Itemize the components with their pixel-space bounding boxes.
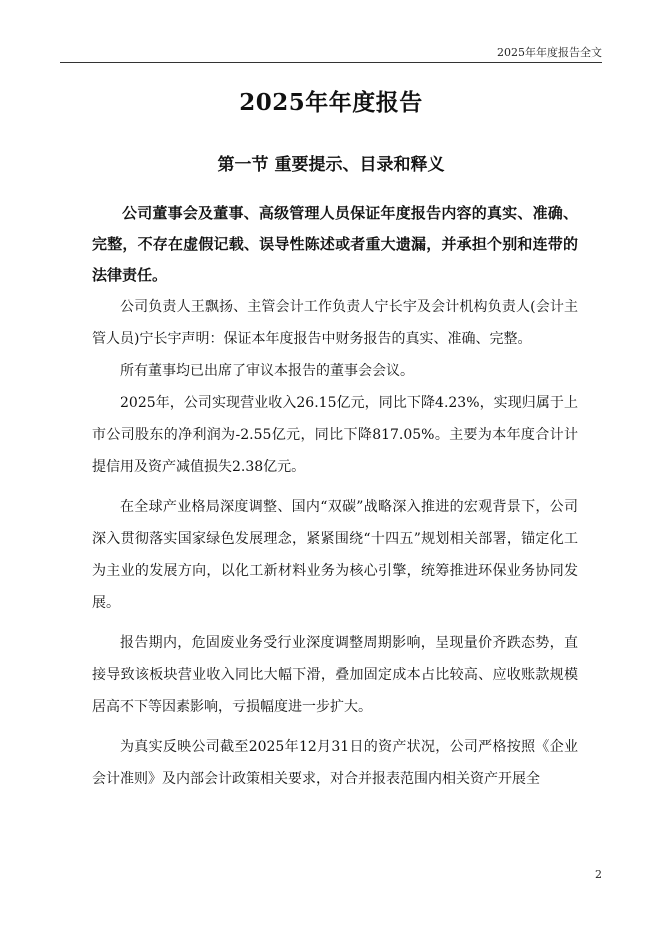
paragraph-declaration: 公司负责人王飘扬、主管会计工作负责人宁长宇及会计机构负责人(会计主管人员)宁长宇声明：保证本年度报告中财务报告的真实、准确、完整。 — [92, 299, 578, 347]
body-content — [92, 198, 578, 795]
page-number: 2 — [595, 868, 602, 881]
section-title: 第一节 重要提示、目录和释义 — [217, 155, 445, 175]
document-title: 2025年年度报告 — [239, 89, 423, 116]
paragraph-strategy: 在全球产业格局深度调整、国内“双碳”战略深入推进的宏观背景下，公司深入贯彻落实国家绿色发展理念，紧紧围绕“十四五”规划相关部署，锚定化工为主业的发展方向，以化工新材料业务为核心引擎，统筹推进环保业务协同发展。 — [92, 499, 578, 611]
paragraph-revenue: 2025年，公司实现营业收入26.15亿元，同比下降4.23%，实现归属于上市公司股东的净利润为-2.55亿元，同比下降817.05%。主要为本年度合计计提信用及资产减值损失2.38亿元。 — [92, 395, 578, 475]
header-divider — [60, 62, 602, 63]
paragraph-attendance: 所有董事均已出席了审议本报告的董事会会议。 — [120, 363, 414, 379]
paragraph-statement: 公司董事会及董事、高级管理人员保证年度报告内容的真实、准确、完整，不存在虚假记载、误导性陈述或者重大遗漏，并承担个别和连带的法律责任。 — [92, 204, 578, 284]
paragraph-assets: 为真实反映公司截至2025年12月31日的资产状况，公司严格按照《企业会计准则》及内部会计政策相关要求，对合并报表范围内相关资产开展全 — [92, 739, 578, 787]
header-text: 2025年年度报告全文 — [497, 46, 602, 59]
paragraph-hazardous-waste: 报告期内，危固废业务受行业深度调整周期影响，呈现量价齐跌态势，直接导致该板块营业收入同比大幅下滑，叠加固定成本占比较高、应收账款规模居高不下等因素影响，亏损幅度进一步扩大。 — [92, 635, 578, 715]
